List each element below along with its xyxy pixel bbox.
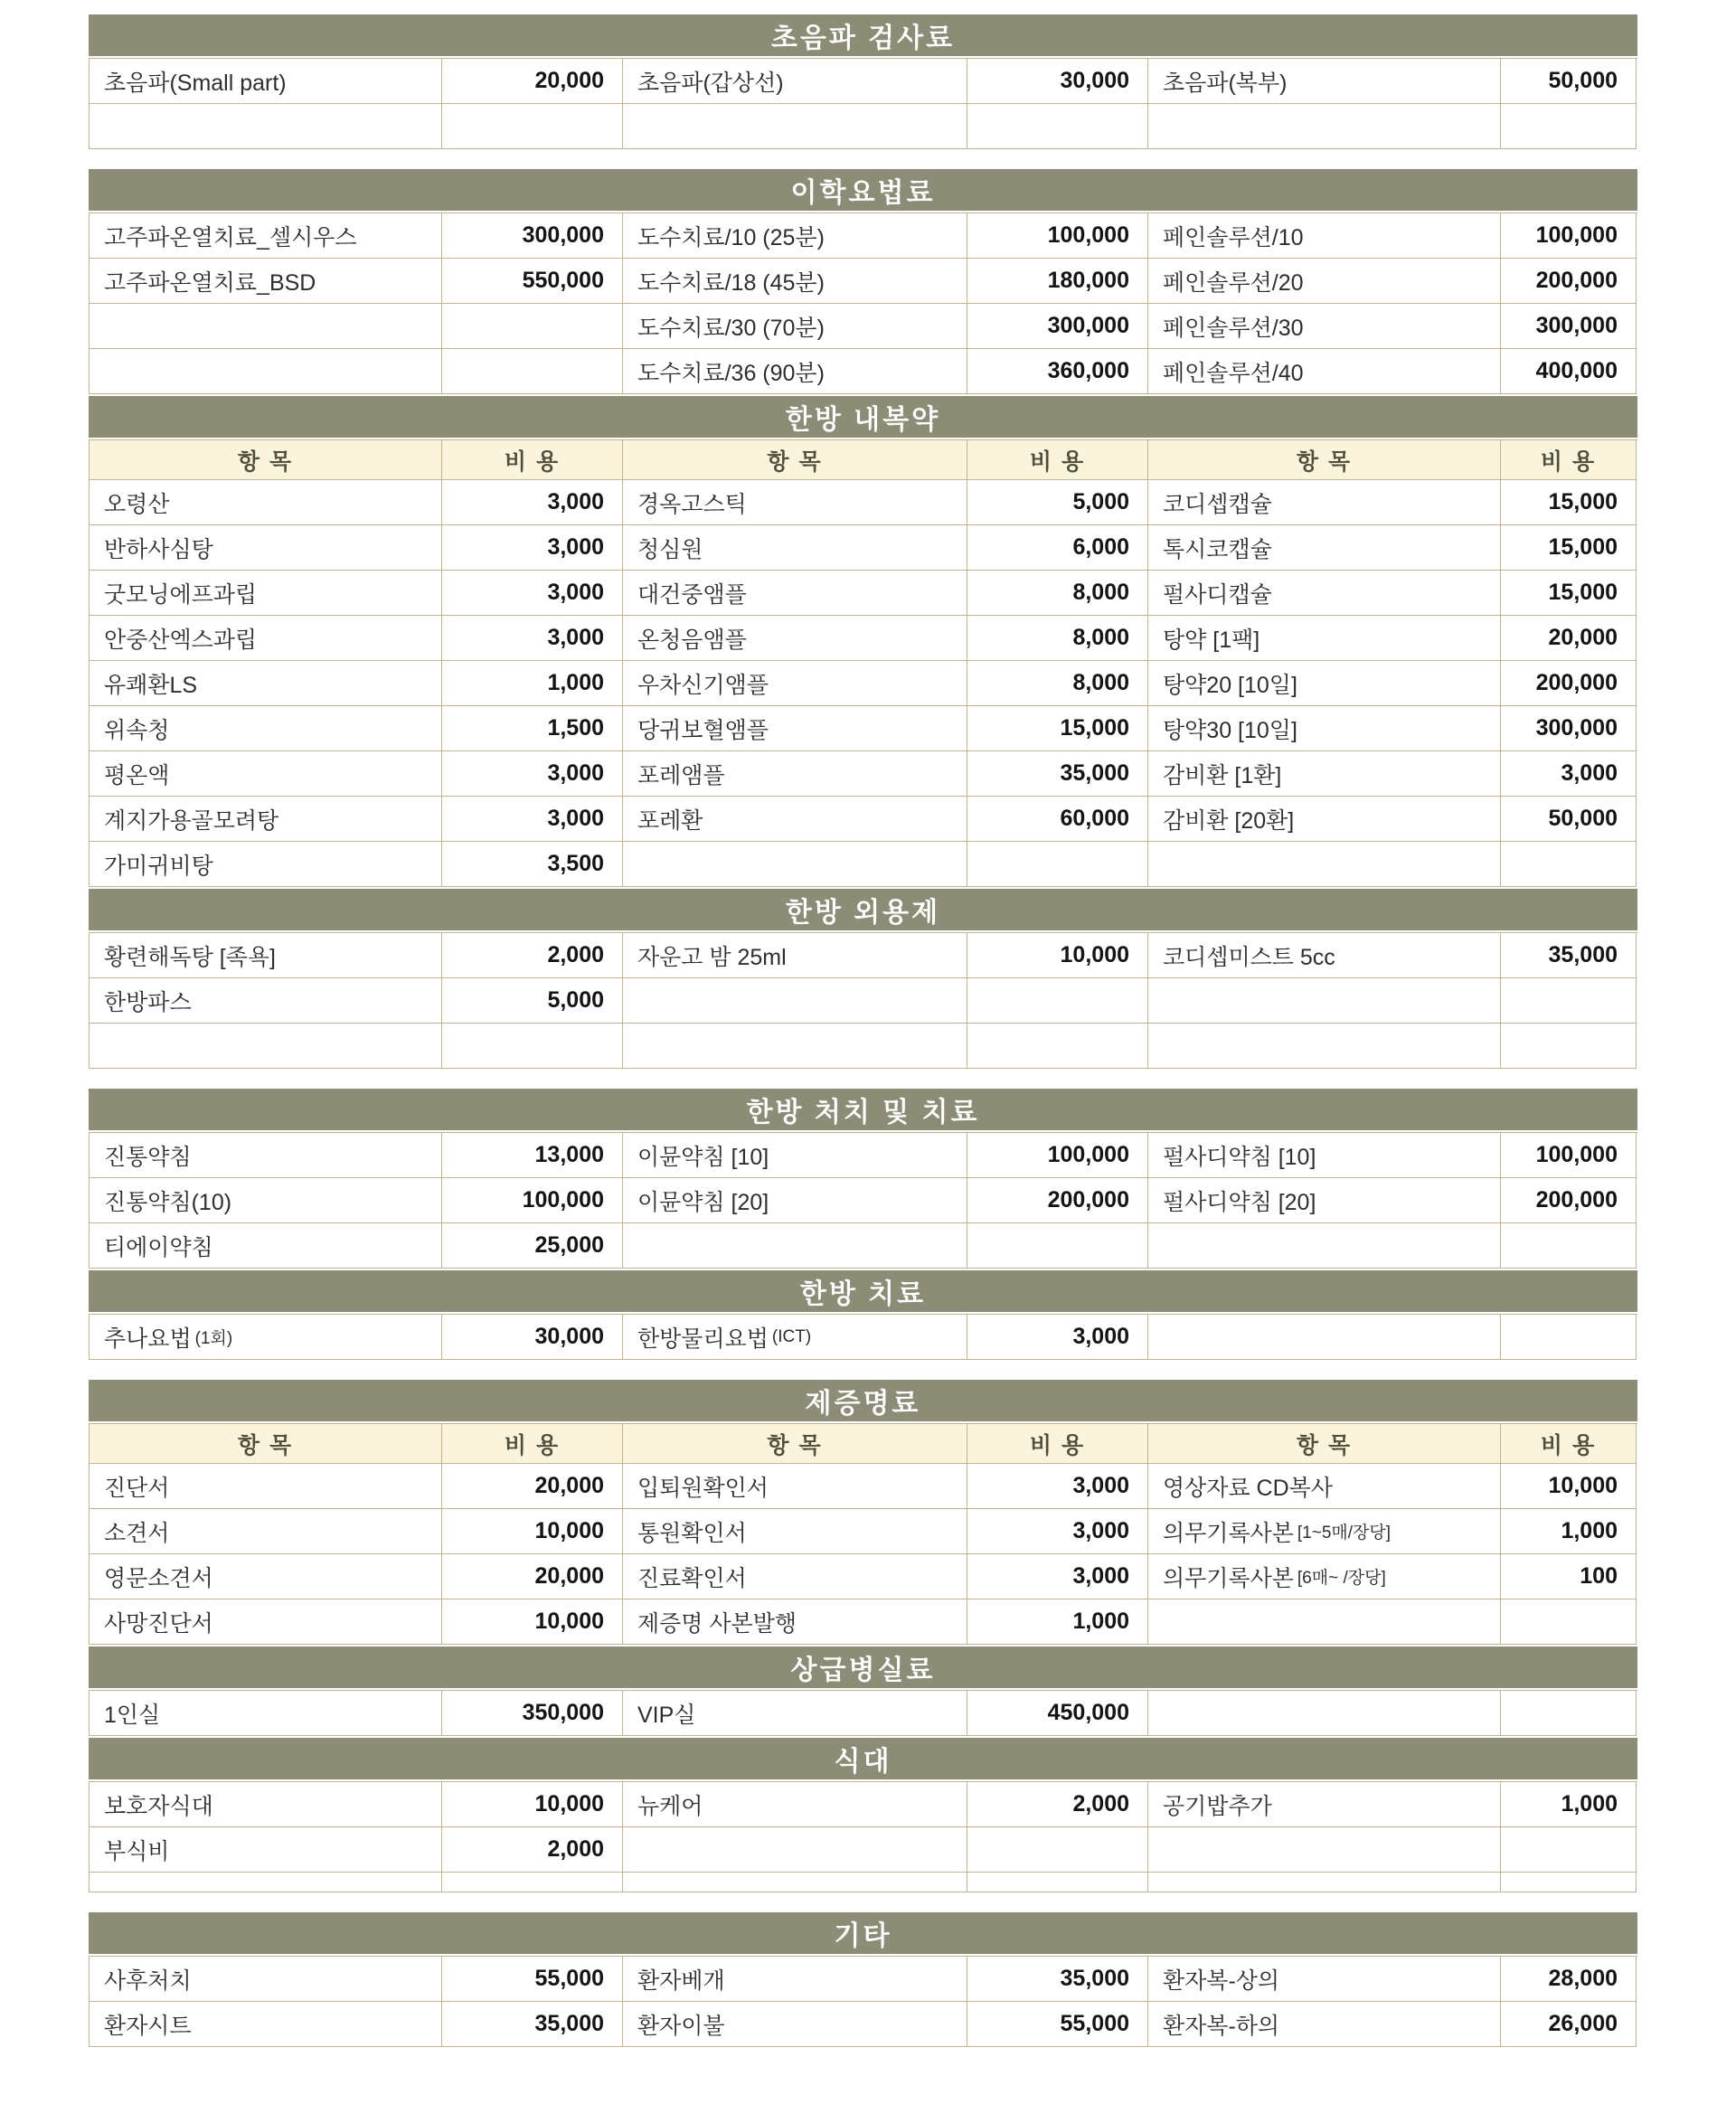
price-cell: 100 (1501, 1554, 1637, 1599)
item-name-cell: 청심원 (623, 525, 967, 571)
price-cell: 15,000 (967, 706, 1148, 751)
item-name-cell: 환자이불 (623, 2002, 967, 2047)
table-row (90, 933, 1637, 978)
price-cell: 13,000 (442, 1133, 623, 1178)
price-cell (967, 1024, 1148, 1069)
item-name-cell: 1인실 (90, 1691, 442, 1736)
table-row (90, 797, 1637, 842)
table-row (90, 349, 1637, 394)
price-cell (1501, 978, 1637, 1024)
item-name-cell (1148, 1223, 1501, 1269)
price-cell (967, 1873, 1148, 1892)
price-cell: 3,000 (442, 797, 623, 842)
item-name-cell: 도수치료/30 (70분) (623, 304, 967, 349)
item-name-suffix: (ICT) (771, 1326, 812, 1346)
item-name-cell: 환자시트 (90, 2002, 442, 2047)
price-cell: 3,000 (442, 616, 623, 661)
column-header-cell: 비 용 (1501, 1424, 1637, 1464)
section-rows (89, 1956, 1637, 2047)
price-cell: 3,000 (442, 751, 623, 797)
section-rows (89, 1314, 1637, 1360)
item-name-cell: 경옥고스틱 (623, 480, 967, 525)
price-cell: 10,000 (967, 933, 1148, 978)
table-row (90, 842, 1637, 887)
item-name-cell: 대건중앰플 (623, 571, 967, 616)
item-name-cell (1148, 842, 1501, 887)
item-name-cell (90, 349, 442, 394)
price-cell: 20,000 (442, 59, 623, 104)
item-name-cell: 감비환 [1환] (1148, 751, 1501, 797)
item-name-suffix: [1~5매/장당] (1297, 1524, 1392, 1543)
item-name-cell: 페인솔루션/10 (1148, 213, 1501, 259)
price-cell (1501, 1599, 1637, 1645)
price-cell: 15,000 (1501, 480, 1637, 525)
table-row (90, 2002, 1637, 2047)
item-name-cell: 진통약침 (90, 1133, 442, 1178)
price-cell: 26,000 (1501, 2002, 1637, 2047)
price-cell: 200,000 (967, 1178, 1148, 1223)
table-row (90, 1315, 1637, 1360)
item-name-cell: 고주파온열치료_BSD (90, 259, 442, 304)
item-name-cell: 온청음앰플 (623, 616, 967, 661)
price-cell (1501, 1691, 1637, 1736)
price-cell: 35,000 (442, 2002, 623, 2047)
price-cell: 2,000 (442, 1827, 623, 1873)
table-row (90, 1024, 1637, 1069)
section-title-herbal-procedures: 한방 처치 및 치료 (89, 1089, 1637, 1130)
table-row (90, 661, 1637, 706)
table-row (90, 1178, 1637, 1223)
item-name-cell: 계지가용골모려탕 (90, 797, 442, 842)
price-cell: 1,000 (442, 661, 623, 706)
price-cell: 25,000 (442, 1223, 623, 1269)
price-cell: 30,000 (442, 1315, 623, 1360)
price-cell: 400,000 (1501, 349, 1637, 394)
item-name-cell: 초음파(Small part) (90, 59, 442, 104)
section-herbal-procedures (89, 1089, 1637, 1269)
item-name-cell: 가미귀비탕 (90, 842, 442, 887)
item-name-cell (623, 978, 967, 1024)
price-cell: 10,000 (442, 1509, 623, 1554)
item-name-cell: 우차신기앰플 (623, 661, 967, 706)
price-cell: 35,000 (967, 751, 1148, 797)
item-name-cell (1148, 1024, 1501, 1069)
section-rows (89, 439, 1637, 887)
price-cell: 100,000 (1501, 213, 1637, 259)
column-header-cell: 비 용 (967, 1424, 1148, 1464)
price-cell: 5,000 (442, 978, 623, 1024)
column-header-cell: 항 목 (623, 1424, 967, 1464)
item-name-cell (1148, 1315, 1501, 1360)
price-cell: 20,000 (442, 1554, 623, 1599)
item-name-cell: 안중산엑스과립 (90, 616, 442, 661)
price-cell: 15,000 (1501, 525, 1637, 571)
table-row (90, 525, 1637, 571)
item-name-cell: 뉴케어 (623, 1782, 967, 1827)
table-row (90, 213, 1637, 259)
table-row (90, 751, 1637, 797)
table-row (90, 1464, 1637, 1509)
item-name-cell: 이뮨약침 [10] (623, 1133, 967, 1178)
column-header-cell: 비 용 (1501, 440, 1637, 480)
price-cell: 20,000 (442, 1464, 623, 1509)
item-name-text: 의무기록사본 (1163, 1520, 1294, 1546)
item-name-cell: 펄사디약침 [10] (1148, 1133, 1501, 1178)
item-name-cell: 반하사심탕 (90, 525, 442, 571)
price-cell: 8,000 (967, 616, 1148, 661)
column-header-row (90, 440, 1637, 480)
price-cell: 100,000 (1501, 1133, 1637, 1178)
item-name-cell: 탕약 [1팩] (1148, 616, 1501, 661)
price-cell: 450,000 (967, 1691, 1148, 1736)
section-rows (89, 58, 1637, 149)
table-row (90, 104, 1637, 149)
price-cell: 35,000 (1501, 933, 1637, 978)
table-row (90, 1782, 1637, 1827)
item-name-cell: 환자베개 (623, 1957, 967, 2002)
price-cell: 35,000 (967, 1957, 1148, 2002)
price-cell: 3,000 (967, 1464, 1148, 1509)
item-name-cell: 당귀보혈앰플 (623, 706, 967, 751)
table-row (90, 706, 1637, 751)
table-row (90, 1509, 1637, 1554)
column-header-cell: 항 목 (623, 440, 967, 480)
table-row (90, 571, 1637, 616)
section-certificate-fees (89, 1380, 1637, 1645)
item-name-cell (1148, 104, 1501, 149)
item-name-cell (1148, 1509, 1501, 1554)
column-header-cell: 비 용 (442, 440, 623, 480)
price-cell (1501, 1827, 1637, 1873)
price-cell: 2,000 (967, 1782, 1148, 1827)
price-cell: 30,000 (967, 59, 1148, 104)
column-header-cell: 항 목 (90, 440, 442, 480)
item-name-cell (1148, 1873, 1501, 1892)
item-name-cell: 위속청 (90, 706, 442, 751)
section-physical-therapy-fees (89, 169, 1637, 394)
price-cell: 1,500 (442, 706, 623, 751)
item-name-cell (623, 1024, 967, 1069)
item-name-cell: 진단서 (90, 1464, 442, 1509)
price-cell (1501, 842, 1637, 887)
section-herbal-internal-medicine (89, 396, 1637, 887)
item-name-suffix: (1회) (194, 1329, 233, 1348)
section-title-herbal-external-medicine: 한방 외용제 (89, 889, 1637, 930)
item-name-cell: 초음파(복부) (1148, 59, 1501, 104)
item-name-cell (1148, 1554, 1501, 1599)
item-name-cell: 통원확인서 (623, 1509, 967, 1554)
price-cell: 2,000 (442, 933, 623, 978)
price-cell: 3,000 (967, 1509, 1148, 1554)
item-name-text: 한방물리요법 (637, 1326, 769, 1352)
column-header-cell: 비 용 (967, 440, 1148, 480)
price-cell: 8,000 (967, 661, 1148, 706)
item-name-cell: 코디셉캡슐 (1148, 480, 1501, 525)
price-cell: 1,000 (967, 1599, 1148, 1645)
item-name-cell: 영문소견서 (90, 1554, 442, 1599)
table-row (90, 1691, 1637, 1736)
price-cell (1501, 1873, 1637, 1892)
item-name-cell: VIP실 (623, 1691, 967, 1736)
price-cell: 3,000 (442, 525, 623, 571)
item-name-cell: 고주파온열치료_셀시우스 (90, 213, 442, 259)
price-cell: 3,000 (442, 571, 623, 616)
column-header-cell: 항 목 (1148, 1424, 1501, 1464)
table-row (90, 59, 1637, 104)
item-name-cell (90, 304, 442, 349)
price-cell: 1,000 (1501, 1509, 1637, 1554)
price-cell (442, 1873, 623, 1892)
section-rows (89, 932, 1637, 1069)
section-title-herbal-treatment: 한방 치료 (89, 1270, 1637, 1312)
table-row (90, 259, 1637, 304)
price-cell: 3,500 (442, 842, 623, 887)
item-name-cell: 도수치료/18 (45분) (623, 259, 967, 304)
item-name-text: 의무기록사본 (1163, 1565, 1294, 1591)
price-cell: 300,000 (967, 304, 1148, 349)
price-cell (442, 104, 623, 149)
price-cell (442, 304, 623, 349)
price-cell: 55,000 (442, 1957, 623, 2002)
item-name-cell: 소견서 (90, 1509, 442, 1554)
price-cell: 1,000 (1501, 1782, 1637, 1827)
table-row (90, 1957, 1637, 2002)
item-name-cell: 유쾌환LS (90, 661, 442, 706)
item-name-cell: 티에이약침 (90, 1223, 442, 1269)
price-cell (1501, 104, 1637, 149)
item-name-cell: 페인솔루션/20 (1148, 259, 1501, 304)
section-others (89, 1912, 1637, 2047)
section-rows (89, 1423, 1637, 1645)
price-cell: 10,000 (1501, 1464, 1637, 1509)
section-title-premium-room-fees: 상급병실료 (89, 1647, 1637, 1688)
price-cell: 3,000 (967, 1554, 1148, 1599)
item-name-cell: 황련해독탕 [족욕] (90, 933, 442, 978)
item-name-cell: 사망진단서 (90, 1599, 442, 1645)
price-cell: 100,000 (442, 1178, 623, 1223)
item-name-cell: 코디셉미스트 5cc (1148, 933, 1501, 978)
item-name-cell: 공기밥추가 (1148, 1782, 1501, 1827)
item-name-cell: 탕약30 [10일] (1148, 706, 1501, 751)
table-row (90, 1873, 1637, 1892)
price-cell: 300,000 (442, 213, 623, 259)
item-name-cell: 페인솔루션/40 (1148, 349, 1501, 394)
item-name-cell: 포레앰플 (623, 751, 967, 797)
price-cell (967, 104, 1148, 149)
section-herbal-external-medicine (89, 889, 1637, 1069)
item-name-cell (623, 842, 967, 887)
price-cell: 10,000 (442, 1599, 623, 1645)
price-cell: 200,000 (1501, 661, 1637, 706)
price-cell: 50,000 (1501, 797, 1637, 842)
section-rows (89, 1690, 1637, 1736)
item-name-cell: 입퇴원확인서 (623, 1464, 967, 1509)
price-cell (967, 978, 1148, 1024)
item-name-cell: 탕약20 [10일] (1148, 661, 1501, 706)
table-row (90, 1599, 1637, 1645)
table-row (90, 1554, 1637, 1599)
price-cell: 60,000 (967, 797, 1148, 842)
section-title-herbal-internal-medicine: 한방 내복약 (89, 396, 1637, 438)
item-name-cell: 영상자료 CD복사 (1148, 1464, 1501, 1509)
price-cell: 350,000 (442, 1691, 623, 1736)
price-cell (967, 1223, 1148, 1269)
price-cell (1501, 1315, 1637, 1360)
price-cell: 10,000 (442, 1782, 623, 1827)
item-name-cell: 진통약침(10) (90, 1178, 442, 1223)
item-name-cell (623, 1827, 967, 1873)
section-herbal-treatment (89, 1270, 1637, 1360)
item-name-cell (90, 104, 442, 149)
price-cell: 3,000 (1501, 751, 1637, 797)
table-row (90, 616, 1637, 661)
item-name-cell (623, 1315, 967, 1360)
price-cell (442, 1024, 623, 1069)
item-name-cell: 진료확인서 (623, 1554, 967, 1599)
item-name-cell: 자운고 밤 25ml (623, 933, 967, 978)
item-name-text: 추나요법 (104, 1326, 192, 1352)
section-title-others: 기타 (89, 1912, 1637, 1954)
table-row (90, 1827, 1637, 1873)
section-title-certificate-fees: 제증명료 (89, 1380, 1637, 1421)
price-cell (442, 349, 623, 394)
price-cell: 200,000 (1501, 259, 1637, 304)
item-name-cell: 환자복-하의 (1148, 2002, 1501, 2047)
price-cell: 28,000 (1501, 1957, 1637, 2002)
price-cell: 50,000 (1501, 59, 1637, 104)
item-name-cell: 제증명 사본발행 (623, 1599, 967, 1645)
item-name-cell: 도수치료/10 (25분) (623, 213, 967, 259)
price-cell: 6,000 (967, 525, 1148, 571)
item-name-cell: 보호자식대 (90, 1782, 442, 1827)
item-name-cell: 포레환 (623, 797, 967, 842)
item-name-cell (90, 1873, 442, 1892)
item-name-cell: 부식비 (90, 1827, 442, 1873)
item-name-cell: 톡시코캡슐 (1148, 525, 1501, 571)
price-cell: 360,000 (967, 349, 1148, 394)
item-name-cell (623, 1873, 967, 1892)
price-cell: 15,000 (1501, 571, 1637, 616)
item-name-cell: 평온액 (90, 751, 442, 797)
price-cell: 55,000 (967, 2002, 1148, 2047)
price-cell: 3,000 (967, 1315, 1148, 1360)
item-name-cell: 굿모닝에프과립 (90, 571, 442, 616)
price-cell: 5,000 (967, 480, 1148, 525)
section-premium-room-fees (89, 1647, 1637, 1736)
table-row (90, 304, 1637, 349)
item-name-cell (1148, 978, 1501, 1024)
price-table (89, 13, 1637, 2047)
item-name-cell: 오령산 (90, 480, 442, 525)
price-cell: 300,000 (1501, 706, 1637, 751)
price-cell (1501, 1223, 1637, 1269)
price-cell (967, 1827, 1148, 1873)
price-cell: 550,000 (442, 259, 623, 304)
column-header-row (90, 1424, 1637, 1464)
price-cell: 300,000 (1501, 304, 1637, 349)
column-header-cell: 비 용 (442, 1424, 623, 1464)
item-name-cell: 이뮨약침 [20] (623, 1178, 967, 1223)
item-name-cell (90, 1024, 442, 1069)
price-cell: 200,000 (1501, 1178, 1637, 1223)
column-header-cell: 항 목 (1148, 440, 1501, 480)
price-cell: 20,000 (1501, 616, 1637, 661)
item-name-cell: 펄사디약침 [20] (1148, 1178, 1501, 1223)
table-row (90, 978, 1637, 1024)
item-name-cell: 사후처치 (90, 1957, 442, 2002)
item-name-cell (623, 104, 967, 149)
price-cell: 3,000 (442, 480, 623, 525)
item-name-suffix: [6매~ /장당] (1297, 1569, 1386, 1588)
item-name-cell (90, 1315, 442, 1360)
column-header-cell: 항 목 (90, 1424, 442, 1464)
table-row (90, 1133, 1637, 1178)
item-name-cell (623, 1223, 967, 1269)
price-cell: 100,000 (967, 213, 1148, 259)
section-ultrasound-fees (89, 14, 1637, 149)
item-name-cell: 초음파(갑상선) (623, 59, 967, 104)
price-cell: 8,000 (967, 571, 1148, 616)
section-rows (89, 1781, 1637, 1892)
table-row (90, 480, 1637, 525)
section-rows (89, 1132, 1637, 1269)
section-title-ultrasound-fees: 초음파 검사료 (89, 14, 1637, 56)
section-rows (89, 212, 1637, 394)
item-name-cell: 도수치료/36 (90분) (623, 349, 967, 394)
item-name-cell: 감비환 [20환] (1148, 797, 1501, 842)
item-name-cell: 펄사디캡슐 (1148, 571, 1501, 616)
price-cell (1501, 1024, 1637, 1069)
item-name-cell (1148, 1599, 1501, 1645)
item-name-cell (1148, 1691, 1501, 1736)
item-name-cell: 페인솔루션/30 (1148, 304, 1501, 349)
table-row (90, 1223, 1637, 1269)
section-meal-fees (89, 1738, 1637, 1892)
price-cell: 100,000 (967, 1133, 1148, 1178)
item-name-cell (1148, 1827, 1501, 1873)
section-title-physical-therapy-fees: 이학요법료 (89, 169, 1637, 211)
price-cell (967, 842, 1148, 887)
item-name-cell: 환자복-상의 (1148, 1957, 1501, 2002)
item-name-cell: 한방파스 (90, 978, 442, 1024)
price-cell: 180,000 (967, 259, 1148, 304)
section-title-meal-fees: 식대 (89, 1738, 1637, 1779)
